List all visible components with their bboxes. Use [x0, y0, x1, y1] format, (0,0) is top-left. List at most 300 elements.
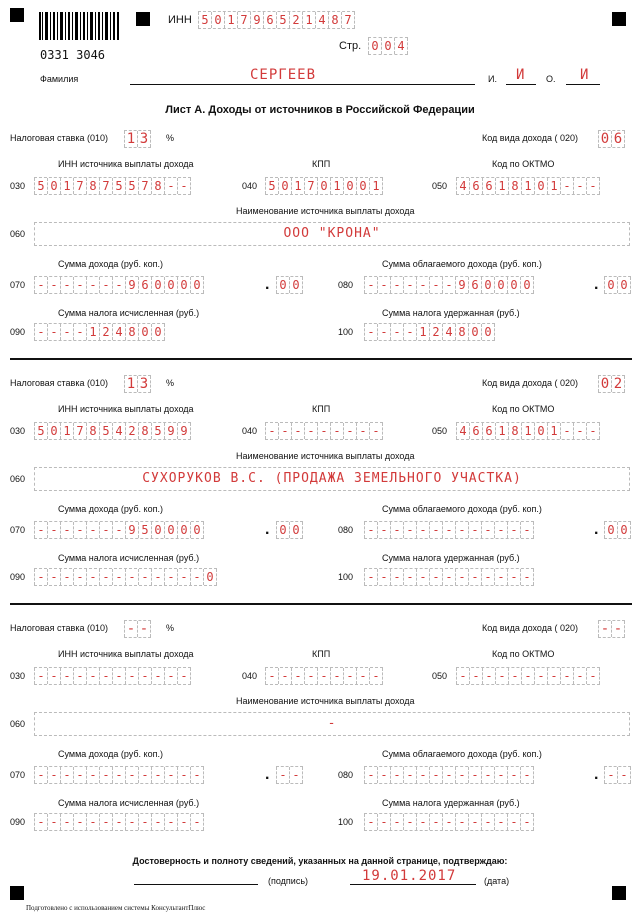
char-cell: - — [520, 569, 534, 585]
char-cell: - — [481, 569, 494, 585]
char-cell: - — [34, 569, 47, 585]
char-cell: 5 — [34, 178, 47, 194]
char-cell: - — [586, 668, 600, 684]
char-cell: - — [586, 423, 600, 439]
tax-withheld-field[interactable] — [364, 813, 534, 831]
char-cell: 7 — [341, 12, 355, 28]
income-code-field[interactable] — [598, 375, 625, 393]
income-code-label: Код вида дохода ( 020) — [482, 133, 578, 143]
code-040: 040 — [242, 181, 258, 191]
char-cell: 8 — [86, 423, 99, 439]
char-cell: - — [364, 569, 377, 585]
char-cell: 0 — [368, 38, 381, 54]
code-050: 050 — [432, 181, 448, 191]
sheet-title: Лист А. Доходы от источников в Российской Федерации — [165, 104, 475, 116]
oktmo-field[interactable] — [456, 667, 600, 685]
char-cell: - — [429, 767, 442, 783]
char-cell: - — [60, 324, 73, 340]
char-cell: - — [377, 324, 390, 340]
char-cell: - — [138, 569, 151, 585]
char-cell: - — [507, 569, 520, 585]
char-cell: 2 — [99, 324, 112, 340]
taxable-decimal-point: . — [594, 766, 599, 783]
surname-line — [130, 84, 475, 85]
char-cell: 6 — [469, 423, 482, 439]
char-cell: 0 — [494, 277, 507, 293]
code-070: 070 — [10, 770, 26, 780]
char-cell: 0 — [468, 324, 481, 340]
char-cell: 5 — [112, 178, 125, 194]
char-cell: - — [289, 767, 303, 783]
char-cell: 8 — [138, 423, 151, 439]
char-cell: - — [330, 668, 343, 684]
char-cell: - — [442, 569, 455, 585]
char-cell: - — [356, 668, 369, 684]
tax-withheld-field[interactable] — [364, 323, 495, 341]
char-cell: 1 — [124, 376, 137, 392]
source-inn-field[interactable] — [34, 667, 191, 685]
char-cell: - — [151, 767, 164, 783]
char-cell: 1 — [330, 178, 343, 194]
char-cell: - — [481, 522, 494, 538]
char-cell: 4 — [112, 324, 125, 340]
char-cell: - — [520, 767, 534, 783]
taxable-sum-field[interactable] — [364, 521, 534, 539]
char-cell: 3 — [137, 376, 151, 392]
char-cell: - — [429, 522, 442, 538]
code-060: 060 — [10, 229, 26, 239]
char-cell: - — [494, 569, 507, 585]
char-cell: - — [416, 277, 429, 293]
taxable-sum-field[interactable] — [364, 766, 534, 784]
char-cell: - — [99, 569, 112, 585]
inn-field[interactable] — [198, 11, 355, 29]
char-cell: - — [86, 277, 99, 293]
char-cell: 0 — [598, 131, 611, 147]
initial-i-value[interactable]: И — [516, 67, 525, 83]
date-label: (дата) — [484, 876, 510, 886]
char-cell: - — [508, 668, 521, 684]
char-cell: - — [429, 277, 442, 293]
char-cell: 8 — [508, 178, 521, 194]
date-value[interactable]: 19.01.2017 — [362, 868, 457, 884]
char-cell: - — [560, 668, 573, 684]
income-code-label: Код вида дохода ( 020) — [482, 378, 578, 388]
char-cell: - — [99, 522, 112, 538]
char-cell: - — [521, 668, 534, 684]
char-cell: - — [611, 621, 625, 637]
char-cell: - — [586, 178, 600, 194]
code-080: 080 — [338, 770, 354, 780]
char-cell: - — [573, 668, 586, 684]
char-cell: - — [86, 522, 99, 538]
char-cell: - — [507, 814, 520, 830]
char-cell: - — [125, 767, 138, 783]
char-cell: - — [442, 522, 455, 538]
char-cell: - — [416, 569, 429, 585]
char-cell: - — [60, 277, 73, 293]
kpp-field[interactable] — [265, 667, 383, 685]
char-cell: 0 — [289, 522, 303, 538]
char-cell: 0 — [164, 522, 177, 538]
char-cell: 1 — [60, 423, 73, 439]
char-cell: - — [442, 277, 455, 293]
source-inn-field[interactable] — [34, 177, 191, 195]
income-decimal-point: . — [265, 521, 270, 538]
char-cell: - — [507, 767, 520, 783]
char-cell: 8 — [125, 324, 138, 340]
char-cell: 2 — [611, 376, 625, 392]
barcode — [38, 12, 120, 50]
initial-o-value[interactable]: И — [580, 67, 589, 83]
char-cell: - — [112, 767, 125, 783]
income-sum-field[interactable] — [34, 521, 204, 539]
char-cell: - — [190, 569, 203, 585]
inn-source-label: ИНН источника выплаты дохода — [58, 159, 194, 169]
char-cell: - — [442, 767, 455, 783]
signature-line[interactable] — [134, 884, 258, 885]
income-kop-field[interactable] — [276, 276, 303, 294]
char-cell: - — [112, 814, 125, 830]
barcode-number: 0331 3046 — [40, 48, 106, 62]
char-cell: 0 — [598, 376, 611, 392]
char-cell: - — [125, 814, 138, 830]
char-cell: - — [276, 767, 289, 783]
char-cell: - — [137, 621, 151, 637]
kpp-field[interactable] — [265, 177, 383, 195]
taxable-kop-field[interactable] — [604, 521, 631, 539]
char-cell: - — [468, 814, 481, 830]
char-cell: - — [99, 668, 112, 684]
char-cell: - — [190, 767, 204, 783]
char-cell: 6 — [482, 423, 495, 439]
char-cell: 0 — [276, 522, 289, 538]
char-cell: - — [573, 178, 586, 194]
rate-label: Налоговая ставка (010) — [10, 133, 108, 143]
char-cell: 9 — [250, 12, 263, 28]
char-cell: - — [177, 767, 190, 783]
source-name-field[interactable]: ООО "КРОНА" — [34, 222, 630, 246]
char-cell: - — [494, 767, 507, 783]
taxable-kop-field[interactable] — [604, 766, 631, 784]
char-cell: 8 — [328, 12, 341, 28]
char-cell: - — [164, 814, 177, 830]
inn-source-label: ИНН источника выплаты дохода — [58, 649, 194, 659]
inn-label: ИНН — [168, 14, 192, 26]
char-cell: 0 — [190, 522, 204, 538]
char-cell: 7 — [73, 423, 86, 439]
char-cell: - — [265, 423, 278, 439]
char-cell: - — [520, 814, 534, 830]
char-cell: - — [534, 668, 547, 684]
source-name-field[interactable]: - — [34, 712, 630, 736]
consultant-note: Подготовлено с использованием системы КонсультантПлюс — [26, 904, 206, 912]
char-cell: - — [112, 569, 125, 585]
char-cell: - — [429, 814, 442, 830]
char-cell: - — [177, 668, 191, 684]
rate-field[interactable] — [124, 375, 151, 393]
char-cell: - — [73, 569, 86, 585]
char-cell: - — [34, 522, 47, 538]
page-number-field[interactable] — [368, 37, 408, 55]
char-cell: - — [377, 814, 390, 830]
char-cell: 0 — [604, 277, 617, 293]
oktmo-field[interactable] — [456, 177, 600, 195]
char-cell: 4 — [112, 423, 125, 439]
char-cell: - — [468, 522, 481, 538]
taxable-sum-field[interactable] — [364, 276, 534, 294]
char-cell: - — [390, 569, 403, 585]
taxable-kop-field[interactable] — [604, 276, 631, 294]
char-cell: 0 — [47, 178, 60, 194]
corner-marker-bottom-right — [612, 886, 626, 900]
code-080: 080 — [338, 280, 354, 290]
char-cell: - — [481, 767, 494, 783]
char-cell: 0 — [520, 277, 534, 293]
char-cell: - — [73, 814, 86, 830]
char-cell: 0 — [534, 423, 547, 439]
char-cell: 1 — [86, 324, 99, 340]
tax-withheld-field[interactable] — [364, 568, 534, 586]
rate-label: Налоговая ставка (010) — [10, 623, 108, 633]
char-cell: 4 — [315, 12, 328, 28]
char-cell: - — [364, 522, 377, 538]
code-090: 090 — [10, 572, 26, 582]
char-cell: 7 — [237, 12, 250, 28]
char-cell: - — [177, 814, 190, 830]
char-cell: - — [617, 767, 631, 783]
char-cell: 0 — [177, 522, 190, 538]
char-cell: - — [125, 668, 138, 684]
char-cell: - — [481, 814, 494, 830]
char-cell: - — [265, 668, 278, 684]
income-code-field[interactable] — [598, 620, 625, 638]
char-cell: - — [455, 569, 468, 585]
char-cell: 0 — [211, 12, 224, 28]
char-cell: - — [138, 767, 151, 783]
char-cell: - — [560, 423, 573, 439]
percent-sign: % — [166, 133, 175, 143]
tax-calc-label: Сумма налога исчисленная (руб.) — [58, 308, 200, 318]
char-cell: - — [369, 668, 383, 684]
char-cell: - — [164, 178, 177, 194]
rate-field[interactable] — [124, 620, 151, 638]
char-cell: 0 — [343, 178, 356, 194]
tax-calc-field[interactable] — [34, 568, 217, 586]
income-code-field[interactable] — [598, 130, 625, 148]
char-cell: - — [151, 668, 164, 684]
char-cell: - — [403, 324, 416, 340]
char-cell: 6 — [469, 178, 482, 194]
char-cell: - — [291, 668, 304, 684]
date-line — [350, 884, 476, 885]
char-cell: 0 — [138, 324, 151, 340]
oktmo-field[interactable] — [456, 422, 600, 440]
char-cell: - — [317, 423, 330, 439]
code-090: 090 — [10, 327, 26, 337]
char-cell: 0 — [356, 178, 369, 194]
char-cell: - — [455, 814, 468, 830]
char-cell: 0 — [481, 324, 495, 340]
char-cell: 5 — [265, 178, 278, 194]
char-cell: - — [177, 569, 190, 585]
code-050: 050 — [432, 426, 448, 436]
corner-marker-bottom-left — [10, 886, 24, 900]
char-cell: - — [34, 277, 47, 293]
corner-marker-top-right — [612, 12, 626, 26]
char-cell: 0 — [151, 277, 164, 293]
char-cell: - — [47, 569, 60, 585]
char-cell: - — [124, 621, 137, 637]
char-cell: 5 — [151, 423, 164, 439]
income-sum-label: Сумма дохода (руб. коп.) — [58, 504, 163, 514]
signature-label: (подпись) — [268, 876, 309, 886]
char-cell: - — [86, 668, 99, 684]
char-cell: - — [60, 569, 73, 585]
char-cell: - — [34, 767, 47, 783]
char-cell: 0 — [534, 178, 547, 194]
char-cell: - — [494, 814, 507, 830]
char-cell: - — [377, 522, 390, 538]
char-cell: 7 — [138, 178, 151, 194]
char-cell: 7 — [304, 178, 317, 194]
surname-value[interactable]: СЕРГЕЕВ — [250, 67, 317, 83]
char-cell: - — [190, 814, 204, 830]
code-100: 100 — [338, 327, 354, 337]
income-kop-field[interactable] — [276, 521, 303, 539]
char-cell: - — [377, 277, 390, 293]
char-cell: - — [278, 668, 291, 684]
char-cell: - — [495, 668, 508, 684]
char-cell: 0 — [276, 277, 289, 293]
char-cell: 3 — [137, 131, 151, 147]
code-060: 060 — [10, 474, 26, 484]
code-030: 030 — [10, 671, 26, 681]
source-inn-field[interactable] — [34, 422, 191, 440]
source-name-label: Наименование источника выплаты дохода — [236, 696, 415, 706]
char-cell: - — [369, 423, 383, 439]
oktmo-label: Код по ОКТМО — [492, 649, 555, 659]
char-cell: - — [138, 814, 151, 830]
taxable-sum-label: Сумма облагаемого дохода (руб. коп.) — [382, 259, 542, 269]
char-cell: 1 — [495, 423, 508, 439]
char-cell: 5 — [276, 12, 289, 28]
char-cell: 1 — [547, 178, 560, 194]
char-cell: 0 — [47, 423, 60, 439]
char-cell: 0 — [151, 324, 165, 340]
char-cell: - — [494, 522, 507, 538]
initial-o-label: О. — [546, 74, 556, 84]
char-cell: 4 — [442, 324, 455, 340]
char-cell: - — [507, 522, 520, 538]
char-cell: 2 — [289, 12, 302, 28]
code-040: 040 — [242, 426, 258, 436]
corner-marker-top-left — [10, 8, 24, 22]
char-cell: - — [99, 814, 112, 830]
tax-withheld-label: Сумма налога удержанная (руб.) — [382, 798, 520, 808]
code-100: 100 — [338, 572, 354, 582]
char-cell: - — [151, 814, 164, 830]
char-cell: - — [403, 569, 416, 585]
char-cell: - — [86, 569, 99, 585]
char-cell: 5 — [125, 178, 138, 194]
tax-calc-label: Сумма налога исчисленная (руб.) — [58, 798, 200, 808]
char-cell: 0 — [190, 277, 204, 293]
income-kop-field[interactable] — [276, 766, 303, 784]
char-cell: 0 — [278, 178, 291, 194]
char-cell: - — [47, 522, 60, 538]
char-cell: - — [99, 277, 112, 293]
code-080: 080 — [338, 525, 354, 535]
char-cell: - — [468, 569, 481, 585]
rate-field[interactable] — [124, 130, 151, 148]
char-cell: 1 — [521, 178, 534, 194]
tax-calc-field[interactable] — [34, 813, 204, 831]
char-cell: - — [403, 767, 416, 783]
char-cell: - — [73, 277, 86, 293]
char-cell: 8 — [508, 423, 521, 439]
char-cell: 0 — [289, 277, 303, 293]
kpp-label: КПП — [312, 159, 331, 169]
char-cell: - — [416, 767, 429, 783]
tax-calc-field[interactable] — [34, 323, 165, 341]
char-cell: - — [177, 178, 191, 194]
code-060: 060 — [10, 719, 26, 729]
kpp-label: КПП — [312, 404, 331, 414]
income-sum-field[interactable] — [34, 766, 204, 784]
char-cell: 9 — [177, 423, 191, 439]
char-cell: - — [73, 767, 86, 783]
char-cell: 0 — [617, 277, 631, 293]
income-sum-field[interactable] — [34, 276, 204, 294]
char-cell: - — [330, 423, 343, 439]
char-cell: - — [482, 668, 495, 684]
char-cell: - — [343, 423, 356, 439]
char-cell: - — [34, 814, 47, 830]
char-cell: 9 — [455, 277, 468, 293]
char-cell: - — [390, 277, 403, 293]
char-cell: 2 — [429, 324, 442, 340]
char-cell: - — [73, 324, 86, 340]
source-name-field[interactable]: СУХОРУКОВ В.С. (ПРОДАЖА ЗЕМЕЛЬНОГО УЧАСТКА) — [34, 467, 630, 491]
char-cell: 0 — [617, 522, 631, 538]
char-cell: - — [138, 668, 151, 684]
kpp-field[interactable] — [265, 422, 383, 440]
corner-marker-top-center — [136, 12, 150, 26]
percent-sign: % — [166, 623, 175, 633]
char-cell: - — [99, 767, 112, 783]
char-cell: 2 — [125, 423, 138, 439]
char-cell: 0 — [151, 522, 164, 538]
char-cell: - — [598, 621, 611, 637]
char-cell: - — [112, 277, 125, 293]
oktmo-label: Код по ОКТМО — [492, 159, 555, 169]
char-cell: 7 — [73, 178, 86, 194]
char-cell: - — [164, 569, 177, 585]
block-divider — [10, 358, 632, 360]
char-cell: - — [442, 814, 455, 830]
char-cell: - — [416, 814, 429, 830]
kpp-label: КПП — [312, 649, 331, 659]
char-cell: 0 — [177, 277, 190, 293]
char-cell: 0 — [164, 277, 177, 293]
char-cell: 5 — [99, 423, 112, 439]
char-cell: 1 — [547, 423, 560, 439]
char-cell: 0 — [203, 569, 217, 585]
char-cell: 1 — [495, 178, 508, 194]
char-cell: - — [164, 668, 177, 684]
barcode-graphic — [38, 12, 120, 50]
